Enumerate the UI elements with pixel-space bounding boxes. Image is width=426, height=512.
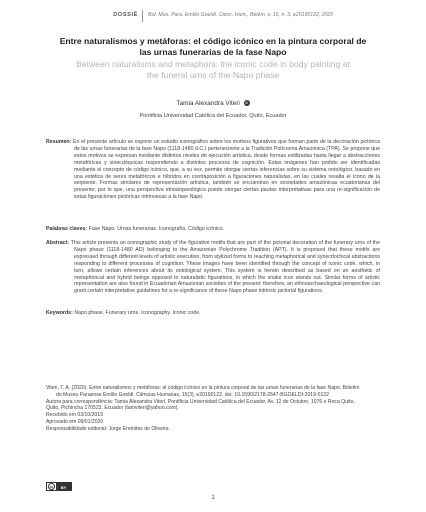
header-divider xyxy=(142,10,143,22)
resumen-label: Resumen: xyxy=(46,139,72,145)
reference-line: Viteri, T. A. (2020). Entre naturalismos y metáforas: el código icónico en la pintura corporal de las urnas funerarias de la fase Napo. Boletim xyxy=(46,385,360,391)
citation-footnote xyxy=(46,385,380,433)
palabras-label: Palabras claves: xyxy=(46,226,88,232)
keywords-text: Napo phase. Funerary urns. Iconography. Iconic code. xyxy=(74,310,201,316)
correspondence-line: Quito, Pichincha 170523, Ecuador (tamviteri@yahoo.com). xyxy=(46,405,179,412)
keywords-section xyxy=(46,310,380,317)
journal-header xyxy=(0,10,426,24)
approved-date: Aprovado em 09/01/2020 xyxy=(46,418,104,425)
journal-reference: Bol. Mus. Para. Emílio Goeldi. Cienc. Hum., Belém, v. 15, n. 3, e20190122, 2020 xyxy=(148,12,334,18)
palabras-text: Fase Napo. Urnas funerarias. Iconografía. Código icónico. xyxy=(88,226,225,232)
editorial-responsibility: Responsabilidade editorial: Jorge Eremites de Oliveira xyxy=(46,425,169,432)
resumen-text: En el presente artículo se expone un estudio iconográfico sobre los motivos figurativos que forman parte de la decoración pictórica de las urnas funerarias de la fase Napo (1118-1480 d.C.) perteneciente a la Tradición Polícroma Amazónica (TPA). Se propone que estos motivos se expresan mediante distintos niveles de ejecución artística, desde formas estilizadas hasta llegar a abstracciones metafóricas y sinecdóquicas respondiendo a distintos procesos de cognición. Estas imágenes han podido ser identificadas mediante el concepto de código icónico, que, a su vez, permite otorgar ciertas inferencias sobre su sistema ontológico, basado en una estética de seres metafóricos e híbridos en contraposición a figuraciones naturalistas, en las cuales resalta el ícono de la serpiente. Formas similares de representación artística, también se encuentran en sociedades amazónicas ecuatorianas del presente; por lo que, una perspectiva etnoarqueológica puede otorgar ciertas pautas interpretativas para una re-significación de estas figuraciones pictóricas intrínsecas a la fase Napo. xyxy=(73,139,380,201)
page-number: 1 xyxy=(211,495,215,501)
received-date: Recebido em 03/10/2019 xyxy=(46,412,103,419)
reference-line: do Museu Paraense Emílio Goeldi. Ciências Humanas, 15(3), e20190122. doi: 10.1590/2178-2547-BGOELDI-2019-0122 xyxy=(56,391,329,398)
title-spanish: Entre naturalismos y metáforas: el código icónico en la pintura corporal de las urnas funerarias de la fase Napo xyxy=(59,36,367,57)
abstract-text: This article presents an iconographic study of the figurative motifs that are part of the pictorial decoration of the funerary urns of the Napo phase (1118-1480 AD) belonging to the Amazonian Polychrome Tradition (APT). It is proposed that these motifs are expressed through different levels of artistic execution, from stylized forms to reaching metaphorical and synecdochical abstractions responding to different processes of cognition. These images have been identified through the concept of iconic code, which, in turn, allows certain inferences about its ontological system. This system is herein described as based on an aesthetic of metaphorical and hybrid beings opposed to naturalistic figurations, in which the snake icon stands out. Similar forms of artistic representation are also found in Ecuadorian Amazonian societies of the present; therefore, an ethnoarchaeological perspective can grant certain interpretative guidelines for a re-significance of these Napo phase intrinsic pictorial figurations. xyxy=(70,240,380,295)
cc-by-license-icon[interactable] xyxy=(46,482,72,491)
section-label: DOSSIÊ xyxy=(113,12,138,18)
author-name: Tamia Alexandra Viteri xyxy=(176,100,240,107)
article-title xyxy=(50,36,376,81)
palabras-section xyxy=(46,226,380,233)
orcid-icon[interactable]: iD xyxy=(244,101,249,106)
title-english: Between naturalisms and metaphors: the iconic code in body painting at the funeral urns of the Napo phase xyxy=(76,59,350,80)
author-affiliation: Pontificia Universidad Católica del Ecuador. Quito, Ecuador xyxy=(139,113,287,119)
resumen-section xyxy=(46,139,380,201)
keywords-label: Keywords: xyxy=(46,310,73,316)
abstract-label: Abstract: xyxy=(46,240,70,246)
correspondence-line: Autora para correspondência: Tamia Alexandra Viteri. Pontificia Universidad Católica del Ecuador. Av. 12 de Octubre, 1076 e Roca Quito, xyxy=(46,398,355,405)
by-icon: BY xyxy=(56,483,71,490)
abstract-section xyxy=(46,240,380,295)
cc-icon: cc xyxy=(49,485,54,489)
author-line xyxy=(0,100,426,107)
